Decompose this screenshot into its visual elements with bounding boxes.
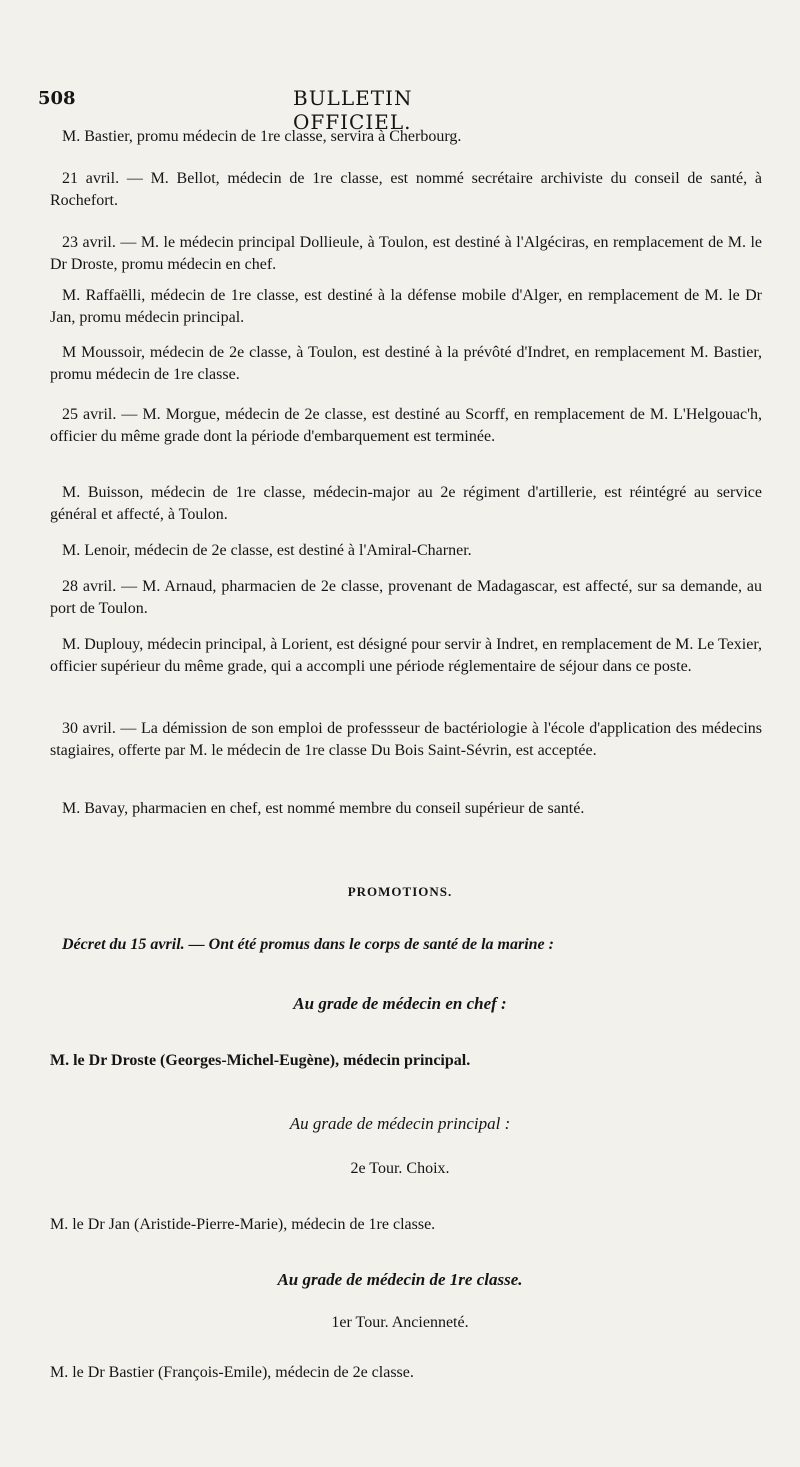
paragraph: 25 avril. — M. Morgue, médecin de 2e classe, est destiné au Scorff, en remplacement de M. L'Helgouac'h, officier du même grade dont la période d'embarquement est terminée. [50,406,762,445]
promotions-heading: PROMOTIONS. [347,884,453,899]
running-title: BULLETIN OFFICIEL. [293,86,413,134]
decree-line [50,934,762,956]
grade-heading-1re: Au grade de médecin de 1re classe. [277,1270,523,1289]
paragraph: M. Lenoir, médecin de 2e classe, est destiné à l'Amiral-Charner. [62,542,472,559]
paragraph: M. Duplouy, médecin principal, à Lorient, est désigné pour servir à Indret, en remplacement de M. Le Texier, officier supérieur du même grade, qui a accompli une période réglementaire de séjour dans ce poste. [50,636,762,675]
paragraph: 28 avril. — M. Arnaud, pharmacien de 2e classe, provenant de Madagascar, est affecté, sur sa demande, au port de Toulon. [50,578,762,617]
paragraph: 21 avril. — M. Bellot, médecin de 1re classe, est nommé secrétaire archiviste du conseil de santé, à Rochefort. [50,170,762,209]
paragraph: 23 avril. — M. le médecin principal Dollieule, à Toulon, est destiné à l'Algéciras, en remplacement de M. le Dr Droste, promu médecin en chef. [50,234,762,273]
entry-1re: M. le Dr Bastier (François-Emile), médecin de 2e classe. [50,1364,414,1381]
grade-heading-chef: Au grade de médecin en chef : [293,994,507,1013]
paragraph: M. Bavay, pharmacien en chef, est nommé membre du conseil supérieur de santé. [62,800,585,817]
entry-chef: M. le Dr Droste (Georges-Michel-Eugène), médecin principal. [50,1052,471,1069]
paragraph: M. Buisson, médecin de 1re classe, médecin-major au 2e régiment d'artillerie, est réintégré au service général et affecté, à Toulon. [50,484,762,523]
tour-anciennete: 1er Tour. Ancienneté. [331,1314,469,1331]
page-header [38,84,518,134]
paragraph: M Moussoir, médecin de 2e classe, à Toulon, est destiné à la prévôté d'Indret, en remplacement M. Bastier, promu médecin de 1re classe. [50,344,762,383]
paragraph: M. Bastier, promu médecin de 1re classe, servira à Cherbourg. [62,128,462,145]
grade-heading-principal: Au grade de médecin principal : [289,1114,511,1133]
entry-principal: M. le Dr Jan (Aristide-Pierre-Marie), médecin de 1re classe. [50,1216,436,1233]
decree-text: Décret du 15 avril. — Ont été promus dans le corps de santé de la marine : [62,936,554,953]
paragraph: M. Raffaëlli, médecin de 1re classe, est destiné à la défense mobile d'Alger, en remplacement de M. le Dr Jan, promu médecin principal. [50,287,762,326]
tour-choix: 2e Tour. Choix. [350,1160,450,1177]
page-number: 508 [38,88,76,109]
paragraph: 30 avril. — La démission de son emploi de professseur de bactériologie à l'école d'application des médecins stagiaires, offerte par M. le médecin de 1re classe Du Bois Saint-Sévrin, est acceptée. [50,720,762,759]
